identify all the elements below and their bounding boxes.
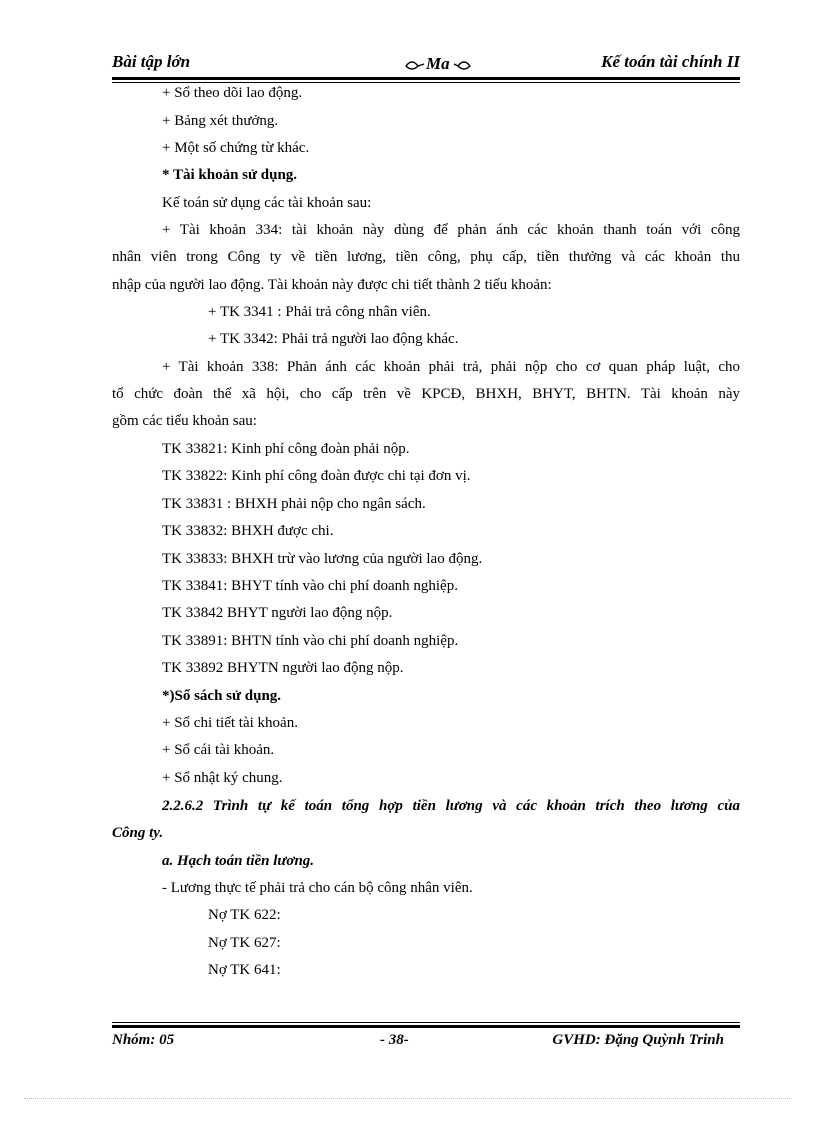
header-rule-thick <box>112 77 740 80</box>
paragraph-line: nhân viên trong Công ty về tiền lương, tiền công, phụ cấp, tiền thưởng và các khoản thu <box>112 249 740 265</box>
text-line: + TK 3341 : Phải trả công nhân viên. <box>208 304 431 320</box>
logo-text: Ma <box>426 54 450 73</box>
section-heading: *)Sổ sách sử dụng. <box>162 688 282 704</box>
text-line: Kế toán sử dụng các tài khoản sau: <box>162 195 372 211</box>
account-line: TK 33831 : BHXH phải nộp cho ngân sách. <box>162 496 426 512</box>
page-number: - 38- <box>380 1032 409 1048</box>
account-line: TK 33842 BHYT người lao động nộp. <box>162 605 393 621</box>
paragraph-line: + Tài khoản 338: Phản ánh các khoản phải trả, phải nộp cho cơ quan pháp luật, cho <box>162 359 740 375</box>
page-edge-divider <box>24 1098 792 1099</box>
paragraph-line: tổ chức đoàn thể xã hội, cho cấp trên về KPCĐ, BHXH, BHYT, BHTN. Tài khoản này <box>112 386 740 402</box>
decorative-logo-icon <box>402 52 482 74</box>
text-line: + Một số chứng từ khác. <box>162 140 310 156</box>
footer-rule-thin <box>112 1022 740 1023</box>
account-line: TK 33841: BHYT tính vào chi phí doanh nghiệp. <box>162 578 458 594</box>
account-line: TK 33833: BHXH trừ vào lương của người lao động. <box>162 551 483 567</box>
subsection-heading-cont: Công ty. <box>112 825 164 841</box>
subsection-title: a. Hạch toán tiền lương. <box>162 853 315 869</box>
footer-group: Nhóm: 05 <box>112 1032 175 1048</box>
text-line: + Sổ theo dõi lao động. <box>162 85 303 101</box>
account-line: TK 33821: Kinh phí công đoàn phải nộp. <box>162 441 410 457</box>
paragraph-line: nhập của người lao động. Tài khoản này được chi tiết thành 2 tiểu khoản: <box>112 277 552 293</box>
header-left-title: Bài tập lớn <box>112 52 191 71</box>
paragraph-line: gồm các tiểu khoản sau: <box>112 413 257 429</box>
footer-rule-thick <box>112 1025 740 1028</box>
text-line: + TK 3342: Phải trả người lao động khác. <box>208 331 459 347</box>
text-line: + Sổ chi tiết tài khoản. <box>162 715 298 731</box>
account-line: TK 33822: Kinh phí công đoàn được chi tại đơn vị. <box>162 468 471 484</box>
paragraph-line: + Tài khoản 334: tài khoản này dùng để phản ánh các khoản thanh toán với công <box>162 222 740 238</box>
entry-line: Nợ TK 627: <box>208 935 281 951</box>
header-right-title: Kế toán tài chính II <box>601 52 740 71</box>
account-line: TK 33832: BHXH được chi. <box>162 523 334 539</box>
footer-bar <box>112 1032 740 1056</box>
subsection-heading: 2.2.6.2 Trình tự kế toán tổng hợp tiền lương và các khoản trích theo lương của <box>162 798 740 814</box>
footer-advisor: GVHD: Đặng Quỳnh Trinh <box>552 1032 724 1048</box>
section-heading: * Tài khoản sử dụng. <box>162 167 298 183</box>
text-line: + Sổ cái tài khoản. <box>162 742 275 758</box>
account-line: TK 33892 BHYTN người lao động nộp. <box>162 660 404 676</box>
text-line: - Lương thực tế phải trả cho cán bộ công nhân viên. <box>162 880 473 896</box>
entry-line: Nợ TK 622: <box>208 907 281 923</box>
entry-line: Nợ TK 641: <box>208 962 281 978</box>
text-line: + Bảng xét thưởng. <box>162 113 279 129</box>
account-line: TK 33891: BHTN tính vào chi phí doanh nghiệp. <box>162 633 459 649</box>
text-line: + Sổ nhật ký chung. <box>162 770 283 786</box>
header-bar <box>112 52 740 76</box>
